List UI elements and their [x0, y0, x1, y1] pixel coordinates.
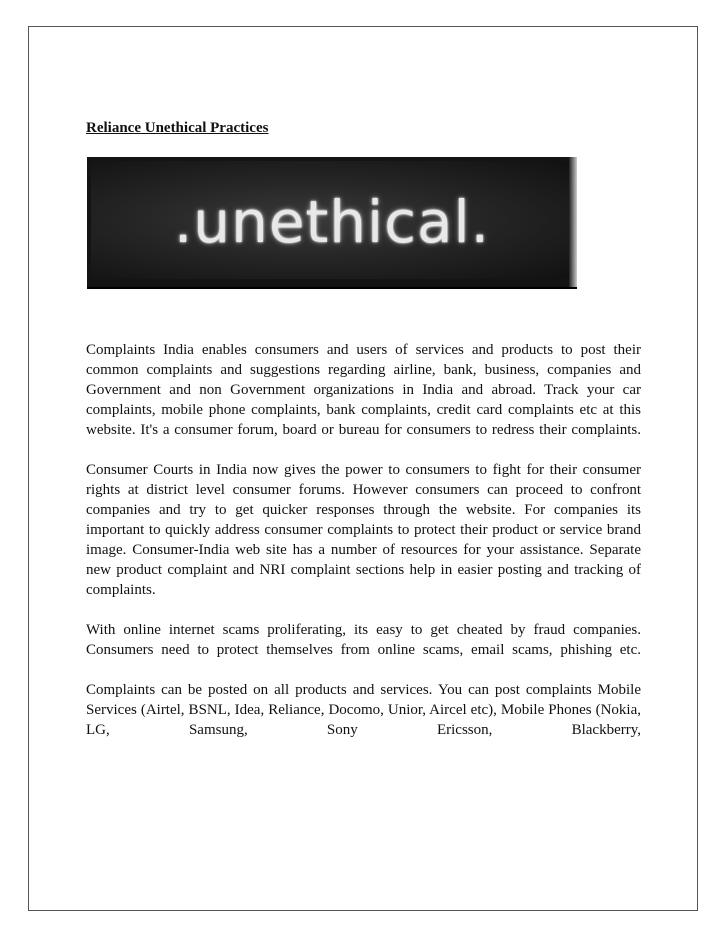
paragraph-4: Complaints can be posted on all products and services. You can post complaints Mobile Services (Airtel, BSNL, Idea, Reliance, Docomo, Unior, Aircel etc), Mobile Phones (Nokia, LG, Samsung, Sony Ericsson, Blackberry, [86, 682, 641, 738]
banner-text: .unethical. [173, 188, 491, 256]
document-title: Reliance Unethical Practices [86, 120, 269, 136]
paragraph-2: Consumer Courts in India now gives the power to consumers to fight for their consumer rights at district level consumer forums. However consumers can proceed to confront companies and try to get quicker responses through the website. For companies its important to quickly address consumer complaints to protect their product or service brand image. Consumer-India web site has a number of resources for your assistance. Separate new product complaint and NRI complaint sections help in easier posting and tracking of complaints. [86, 462, 641, 598]
document-body [86, 340, 641, 740]
paragraph-3: With online internet scams proliferating, its easy to get cheated by fraud companies. Consumers need to protect themselves from online scams, email scams, phishing etc. [86, 622, 641, 658]
paragraph-1: Complaints India enables consumers and users of services and products to post their common complaints and suggestions regarding airline, bank, business, companies and Government and non Government organizations in India and abroad. Track your car complaints, mobile phone complaints, bank complaints, credit card complaints etc at this website. It's a consumer forum, board or bureau for consumers to redress their complaints. [86, 342, 641, 438]
unethical-banner-image [87, 157, 577, 289]
